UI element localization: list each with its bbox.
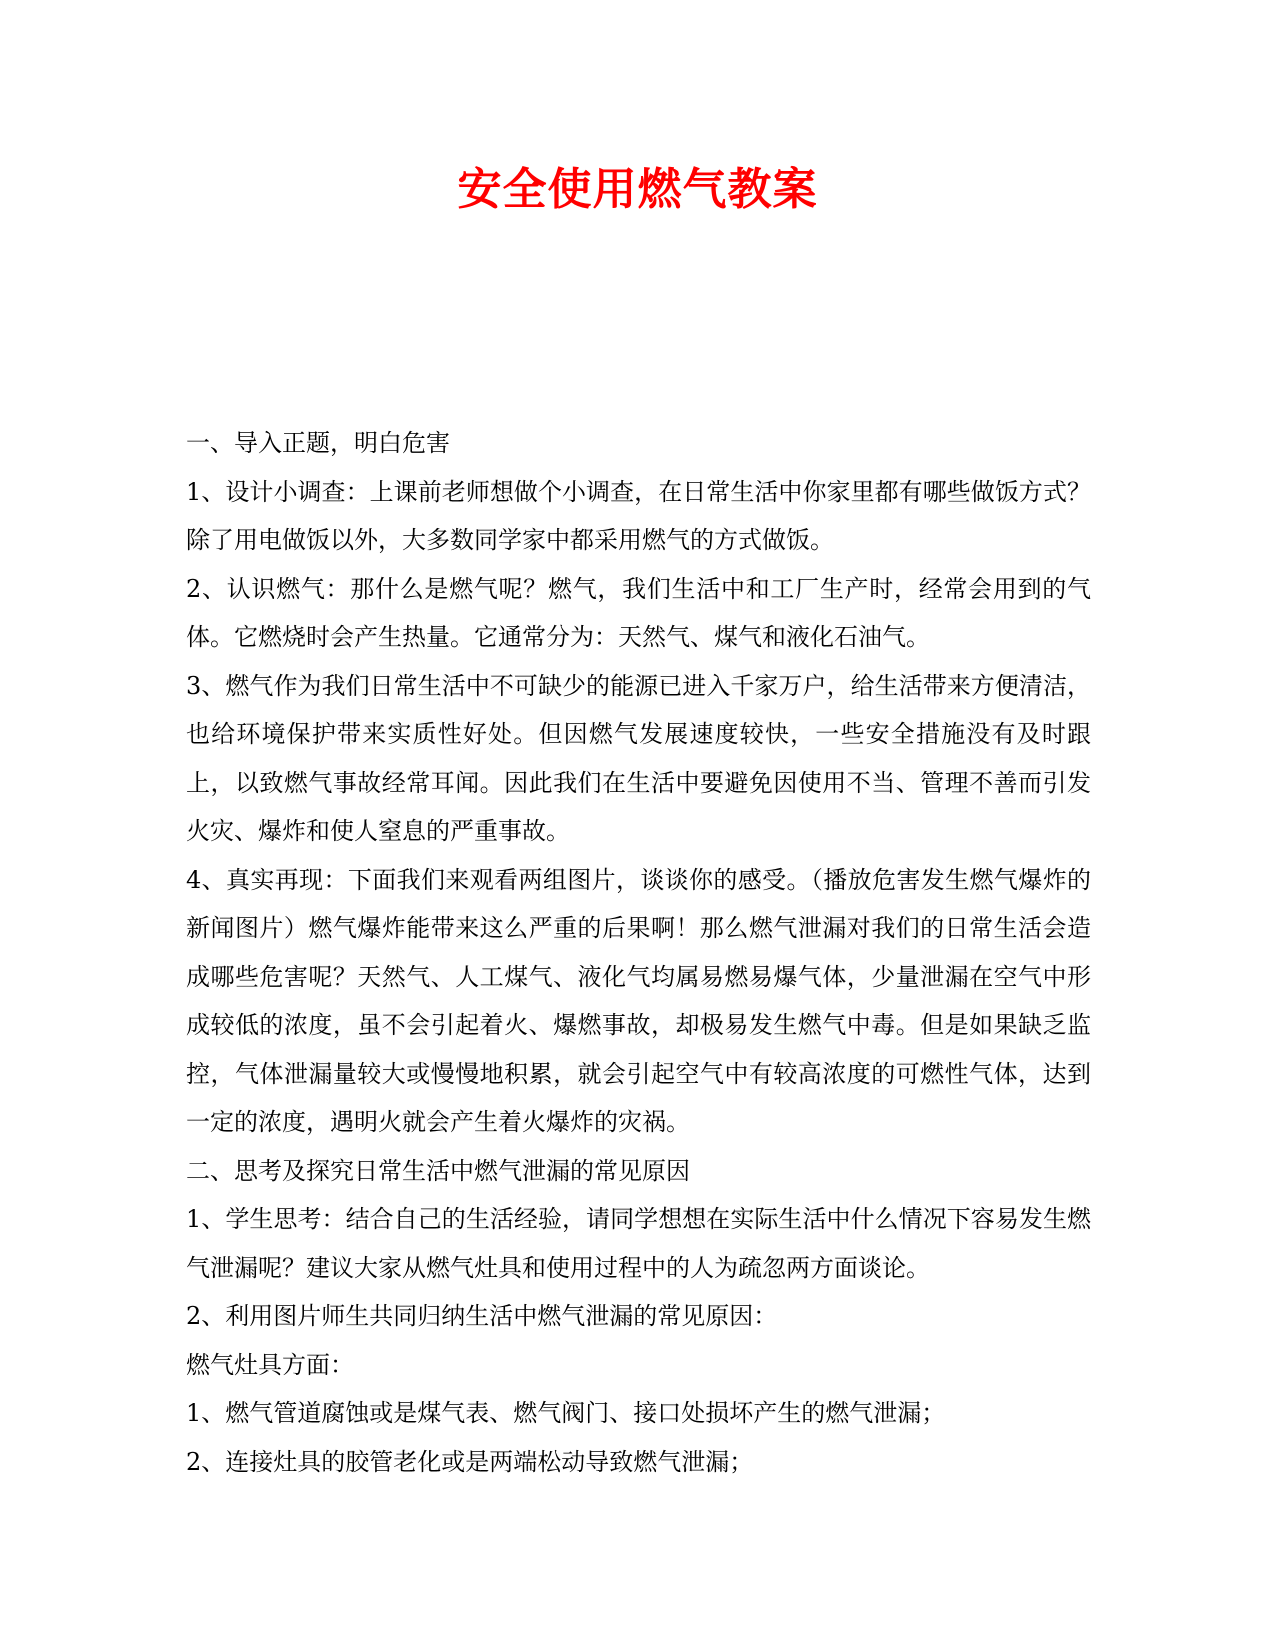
paragraph: 2、利用图片师生共同归纳生活中燃气泄漏的常见原因：	[186, 1302, 778, 1330]
paragraph: 4、真实再现：下面我们来观看两组图片，谈谈你的感受。（播放危害发生燃气爆炸的新闻图片）燃气爆炸能带来这么严重的后果啊！那么燃气泄漏对我们的日常生活会造成哪些危害呢？天然气、人工煤气、液化气均属易燃易爆气体，少量泄漏在空气中形成较低的浓度，虽不会引起着火、爆燃事故，却极易发生燃气中毒。但是如果缺乏监控，气体泄漏量较大或慢慢地积累，就会引起空气中有较高浓度的可燃性气体，达到一定的浓度，遇明火就会产生着火爆炸的灾祸。	[186, 865, 1091, 1136]
paragraph: 1、燃气管道腐蚀或是煤气表、燃气阀门、接口处损坏产生的燃气泄漏；	[186, 1399, 946, 1427]
paragraph: 2、连接灶具的胶管老化或是两端松动导致燃气泄漏；	[186, 1447, 754, 1476]
paragraph: 3、燃气作为我们日常生活中不可缺少的能源已进入千家万户，给生活带来方便清洁，也给环境保护带来实质性好处。但因燃气发展速度较快，一些安全措施没有及时跟上，以致燃气事故经常耳闻。因此我们在生活中要避免因使用不当、管理不善而引发火灾、爆炸和使人窒息的严重事故。	[186, 671, 1091, 845]
paragraph: 燃气灶具方面：	[186, 1350, 354, 1379]
paragraph: 二、思考及探究日常生活中燃气泄漏的常见原因	[186, 1156, 690, 1185]
document-title: 安全使用燃气教案	[457, 164, 818, 215]
paragraph: 2、认识燃气：那什么是燃气呢？燃气，我们生活中和工厂生产时，经常会用到的气体。它燃烧时会产生热量。它通常分为：天然气、煤气和液化石油气。	[186, 574, 1091, 651]
document-body	[186, 419, 1091, 1486]
paragraph: 一、导入正题，明白危害	[186, 429, 450, 457]
paragraph: 1、学生思考：结合自己的生活经验，请同学想想在实际生活中什么情况下容易发生燃气泄漏呢？建议大家从燃气灶具和使用过程中的人为疏忽两方面谈论。	[186, 1205, 1091, 1282]
paragraph: 1、设计小调查：上课前老师想做个小调查，在日常生活中你家里都有哪些做饭方式？除了用电做饭以外，大多数同学家中都采用燃气的方式做饭。	[186, 477, 1091, 554]
